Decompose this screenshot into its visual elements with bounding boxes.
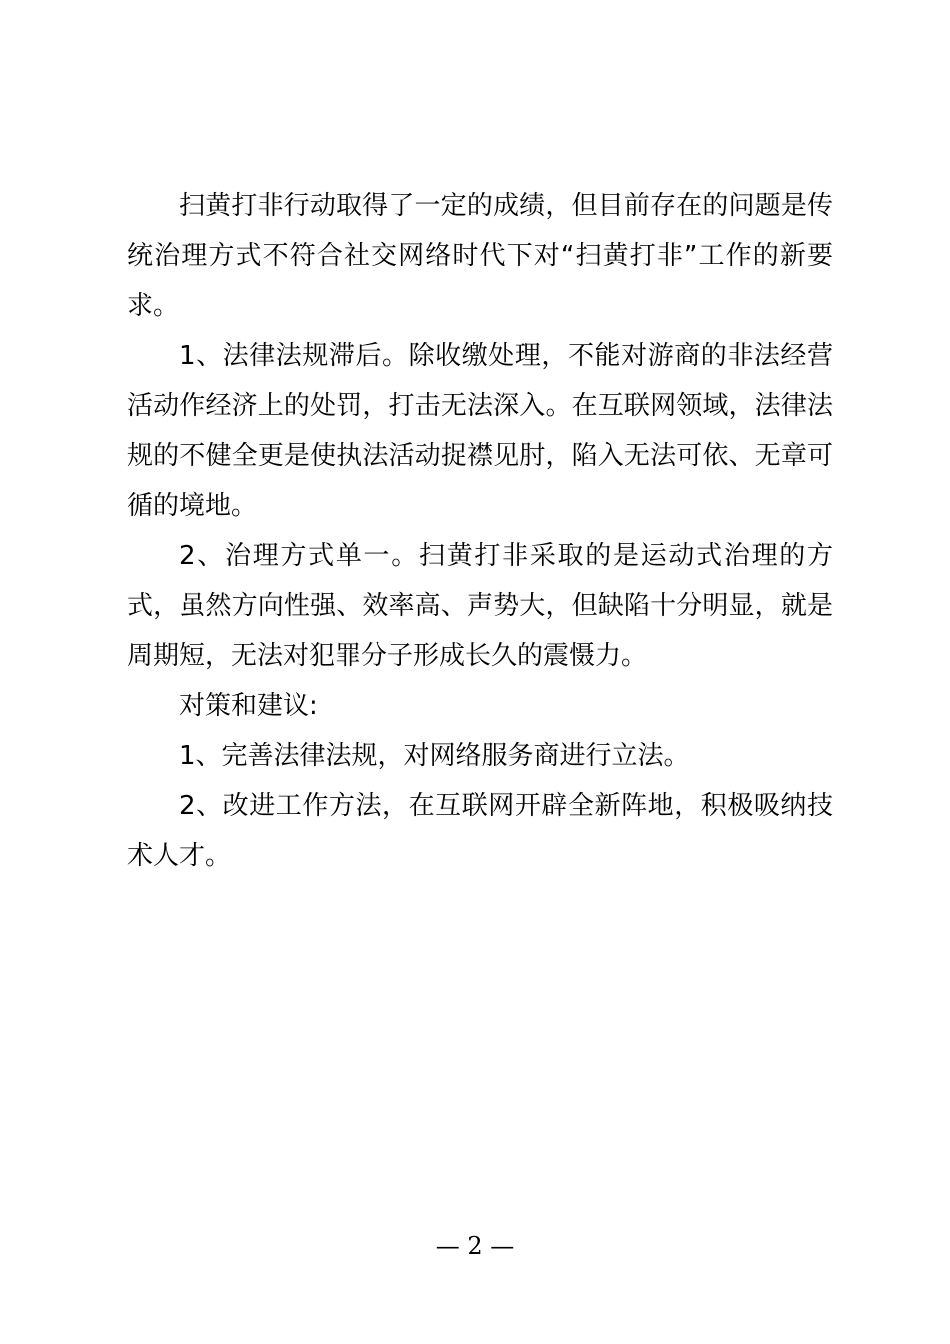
page-number: — 2 — <box>435 1232 515 1260</box>
paragraph-improve-methods: 2、改进工作方法，在互联网开辟全新阵地，积极吸纳技术人才。 <box>127 791 833 871</box>
paragraph-problem-intro: 扫黄打非行动取得了一定的成绩，但目前存在的问题是传统治理方式不符合社交网络时代下对“扫黄打非”工作的新要求。 <box>127 191 833 321</box>
document-body <box>127 181 833 881</box>
paragraph-improve-laws: 1、完善法律法规，对网络服务商进行立法。 <box>179 741 690 771</box>
paragraph-single-governance: 2、治理方式单一。扫黄打非采取的是运动式治理的方式，虽然方向性强、效率高、声势大，但缺陷十分明显，就是周期短，无法对犯罪分子形成长久的震慑力。 <box>127 541 833 671</box>
paragraph-countermeasures-heading: 对策和建议: <box>179 691 318 721</box>
paragraph-laws-lagging: 1、法律法规滞后。除收缴处理，不能对游商的非法经营活动作经济上的处罚，打击无法深入。在互联网领域，法律法规的不健全更是使执法活动捉襟见肘，陷入无法可依、无章可循的境地。 <box>127 341 833 521</box>
